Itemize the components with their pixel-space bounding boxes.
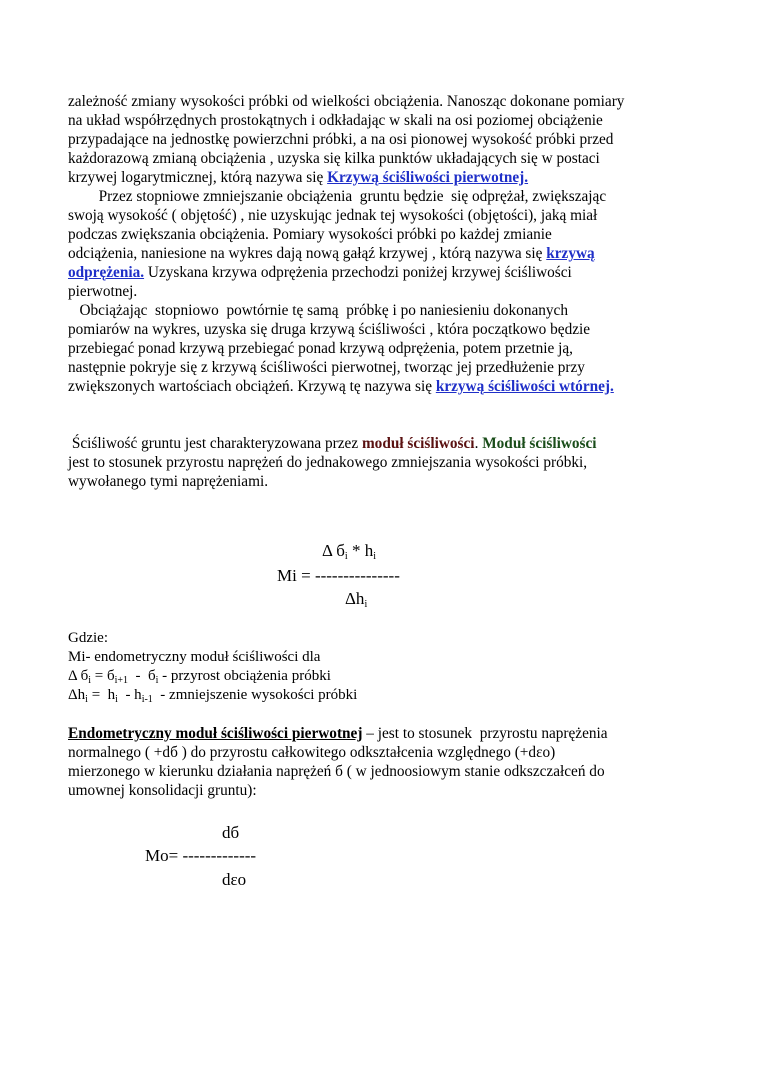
formula-legend [68, 629, 698, 705]
text-segment: krzywej logarytmicznej, którą nazywa się [68, 169, 324, 186]
term-endometric-modulus: Endometryczny moduł ściśliwości pierwotnej [68, 725, 363, 742]
formula-main-line [145, 846, 256, 866]
subscript: i [88, 675, 91, 686]
text-segment: - б [128, 668, 156, 684]
formula-lhs: Mi = [277, 566, 315, 585]
subscript: i [364, 599, 368, 610]
text-segment: odciążenia, naniesione na wykres dają nową gałąź krzywej , którą nazywa się [68, 245, 543, 262]
text-segment: – jest to stosunek przyrostu naprężenia [362, 725, 608, 742]
formula-numerator [322, 541, 376, 567]
text-line: Przez stopniowe zmniejszanie obciążenia gruntu będzie się odprężał, zwiększając [68, 188, 607, 205]
text-segment: Δh [345, 589, 365, 608]
text-line: każdorazową zmianą obciążenia , uzyska się kilka punktów układających się w postaci [68, 150, 600, 167]
text-line: mierzonego w kierunku działania naprężeń б ( w jednoosiowym stanie odkszczałceń do [68, 763, 605, 780]
text-segment: - zmniejszenie wysokości próbki [152, 687, 358, 703]
delta-symbol: Δ [322, 541, 332, 560]
subscript: i [373, 551, 376, 562]
text-line: jest to stosunek przyrostu naprężeń do jednakowego zmniejszania wysokości próbki, [68, 454, 588, 471]
legend-line [68, 686, 698, 705]
subscript: i+1 [114, 675, 128, 686]
text-line [68, 377, 698, 396]
formula-denominator: dεo [222, 870, 247, 889]
term-modulus: moduł ściśliwości [361, 435, 475, 452]
text-line: następnie pokryje się z krzywą ściśliwości pierwotnej, tworząc jej przedłużenie przy [68, 359, 585, 376]
link-unloading-curve[interactable]: krzywą [546, 245, 595, 262]
text-segment: = h [87, 687, 116, 703]
subscript: i-1 [141, 694, 153, 705]
text-line: na układ współrzędnych prostokątnych i odkładając w skali na osi poziomej obciążenie [68, 112, 603, 129]
paragraph-secondary-curve [68, 301, 698, 396]
text-line: wywołanego tymi naprężeniami. [68, 473, 269, 490]
fraction-line: --------------- [314, 566, 400, 585]
text-segment: - h [117, 687, 142, 703]
subscript: i [155, 675, 159, 686]
text-line: przypadające na jednostkę powierzchni próbki, a na osi pionowej wysokość próbki przed [68, 131, 614, 148]
text-line [68, 434, 698, 453]
text-segment: Uzyskana krzywa odprężenia przechodzi poniżej krzywej ściśliwości [147, 264, 572, 281]
text-line: umownej konsolidacji gruntu): [68, 782, 257, 799]
text-line [68, 724, 698, 743]
text-segment: * h [347, 541, 374, 560]
formula-lhs: Mo= [145, 846, 179, 865]
text-line: pierwotnej. [68, 283, 138, 300]
paragraph-compressibility-modulus [68, 434, 698, 491]
text-segment: = б [90, 668, 115, 684]
paragraph-endometric-modulus [68, 724, 698, 800]
text-segment: Ściśliwość gruntu jest charakteryzowana przez [68, 435, 359, 452]
legend-line: Mi- endometryczny moduł ściśliwości dla [68, 649, 321, 665]
sigma-symbol: б [336, 541, 345, 560]
text-line: pomiarów na wykres, uzyska się druga krzywą ściśliwości , która początkowo będzie [68, 321, 591, 338]
subscript: i [344, 551, 348, 562]
term-modulus-definition: Moduł ściśliwości [482, 435, 597, 452]
subscript: i [85, 694, 88, 705]
text-segment: . [474, 435, 479, 452]
text-line [68, 244, 698, 263]
link-unloading-curve-cont[interactable]: odprężenia. [68, 264, 145, 281]
text-line: Obciążając stopniowo powtórnie tę samą próbkę i po naniesieniu dokonanych [68, 302, 568, 319]
text-segment: - przyrost obciążenia próbki [158, 668, 331, 684]
text-line: podczas zwiększania obciążenia. Pomiary wysokości próbki po każdej zmianie [68, 226, 552, 243]
text-segment: Δh [68, 687, 86, 703]
text-segment: zwiększonych wartościach obciążeń. Krzywą tę nazywa się [68, 378, 432, 395]
fraction-line: ------------- [182, 846, 257, 865]
legend-line [68, 667, 698, 686]
text-line: przebiegać ponad krzywą przebiegać ponad krzywą odprężenia, potem przetnie ją, [68, 340, 573, 357]
paragraph-compressibility-curve [68, 92, 698, 187]
legend-title: Gdzie: [68, 630, 108, 646]
text-line: zależność zmiany wysokości próbki od wielkości obciążenia. Nanosząc dokonane pomiary [68, 93, 625, 110]
text-line [68, 263, 698, 282]
formula-denominator [345, 589, 367, 615]
text-line: swoją wysokość ( objętość) , nie uzyskując jednak tej wysokości (objętości), jaką miał [68, 207, 598, 224]
paragraph-unloading-curve [68, 187, 698, 301]
text-line: normalnego ( +dб ) do przyrostu całkowitego odkształcenia względnego (+dεo) [68, 744, 556, 761]
formula-main-line [277, 566, 400, 586]
subscript: i [115, 694, 118, 705]
text-segment: Δ б [68, 668, 89, 684]
formula-numerator: dб [222, 823, 240, 842]
link-primary-compressibility-curve[interactable]: Krzywą ściśliwości pierwotnej. [327, 169, 529, 186]
link-secondary-compressibility-curve[interactable]: krzywą ściśliwości wtórnej. [435, 378, 614, 395]
text-line [68, 168, 698, 187]
